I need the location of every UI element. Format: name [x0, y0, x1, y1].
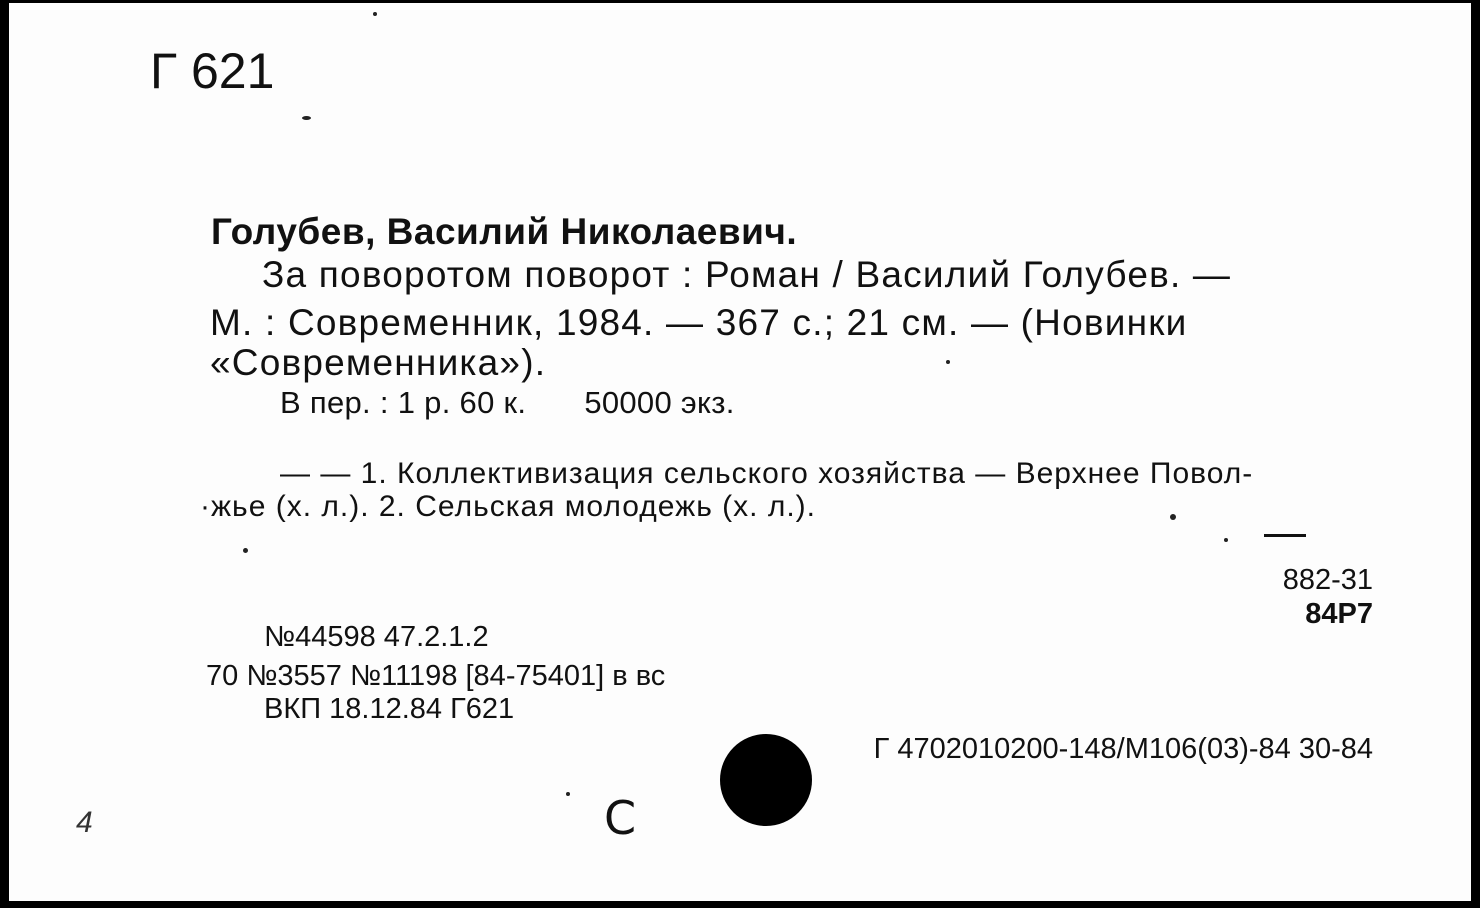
speck: [1170, 514, 1176, 520]
title-line-1: За поворотом поворот : Роман / Василий Голубев. —: [262, 254, 1232, 295]
ink-blot-seal: [720, 734, 812, 826]
bottom-letter: С: [604, 791, 637, 845]
call-number: Г 621: [150, 43, 275, 99]
accession-line-3: ВКП 18.12.84 Г621: [264, 693, 515, 725]
accession-line-2: 70 №3557 №11198 [84-75401] в вс: [206, 660, 666, 692]
card-border-bottom: [0, 901, 1480, 908]
author-heading: Голубев, Василий Николаевич.: [211, 211, 798, 252]
isbn-line: Г 4702010200-148/М106(03)-84 30-84: [873, 733, 1373, 765]
classification-code-1: 882-31: [1282, 564, 1373, 596]
card-border-top: [0, 0, 1480, 3]
speck: [243, 548, 248, 553]
speck: [302, 116, 311, 120]
binding-price: В пер. : 1 р. 60 к.: [280, 385, 527, 420]
margin-pencil-mark: 4: [76, 806, 93, 839]
subject-line-2: ·жье (х. л.). 2. Сельская молодежь (х. л.).: [200, 490, 816, 523]
speck: [946, 360, 950, 364]
card-border-left: [0, 0, 9, 908]
print-run: 50000 экз.: [584, 385, 735, 420]
price-line: [280, 387, 735, 418]
speck: [1224, 538, 1228, 542]
card-border-right: [1471, 0, 1480, 908]
subject-line-1: — — 1. Коллективизация сельского хозяйства — Верхнее Повол-: [280, 457, 1254, 490]
speck: [566, 792, 570, 796]
accession-line-1: №44598 47.2.1.2: [264, 621, 489, 653]
title-line-2: М. : Современник, 1984. — 367 с.; 21 см. — (Новинки: [210, 302, 1188, 343]
speck: [373, 12, 377, 16]
title-line-3: «Современника»).: [210, 342, 547, 383]
stray-dash: [1264, 534, 1306, 537]
classification-code-2: 84Р7: [1305, 598, 1373, 630]
